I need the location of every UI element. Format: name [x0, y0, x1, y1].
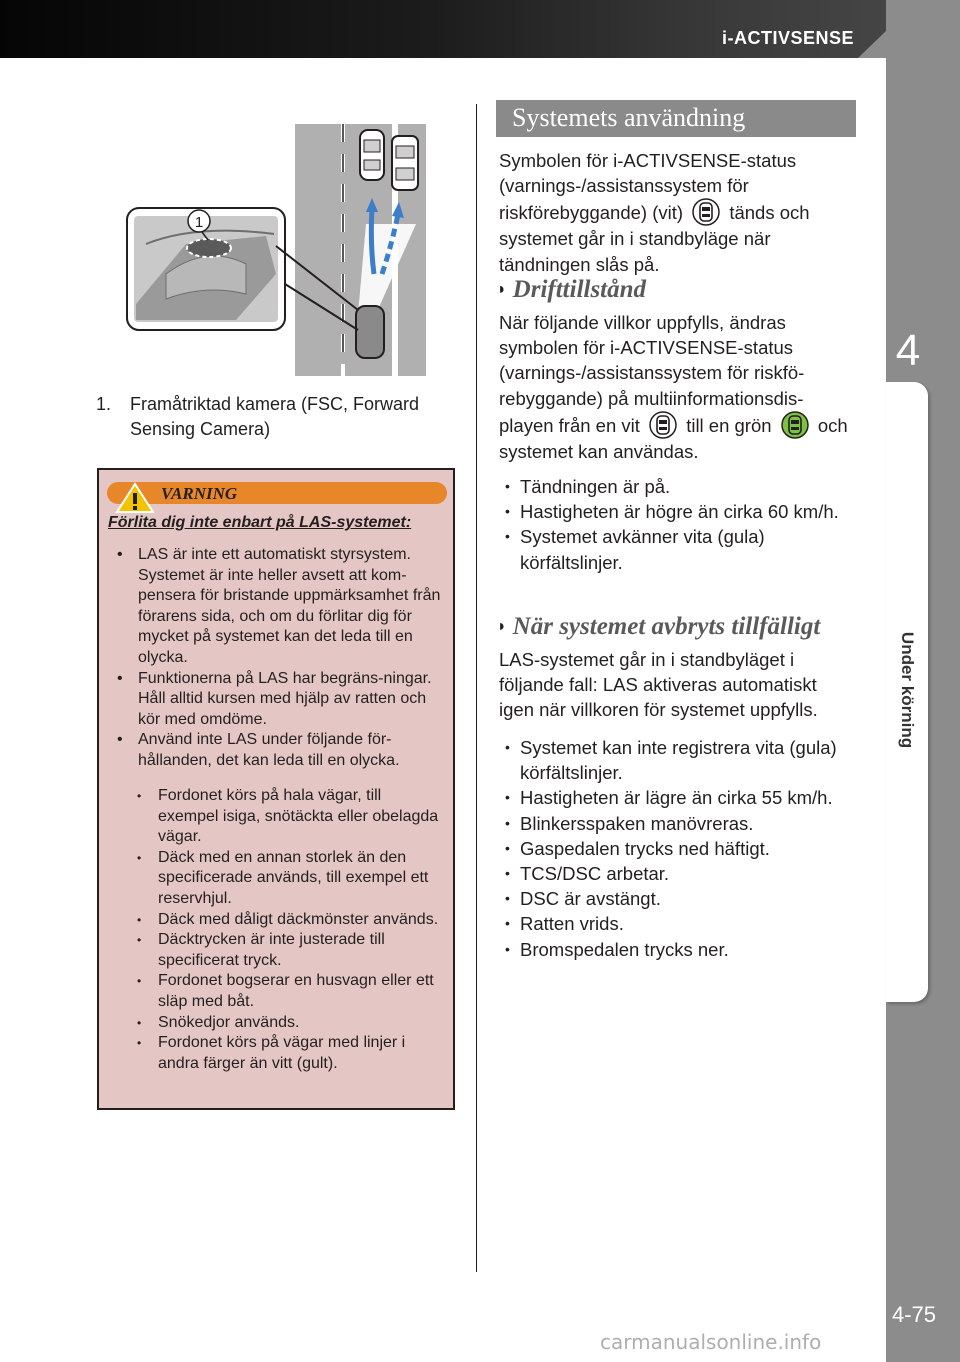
list-item: • Blinkersspaken manövreras. — [505, 811, 855, 836]
list-item: • Snökedjor används. — [131, 1013, 445, 1034]
heading-marker-icon: ◗ — [497, 281, 507, 298]
caption-number: 1. — [96, 394, 112, 414]
status-green-icon — [781, 411, 809, 439]
page-number: 4-75 — [892, 1302, 937, 1327]
drift-paragraph — [499, 310, 849, 464]
warning-subtitle: Förlita dig inte enbart på LAS-systemet: — [108, 514, 412, 531]
list-item: • Fordonet bogserar en husvagn eller ett släp med båt. — [131, 971, 445, 1012]
drift-text-a: När följande villkor uppfylls, ändras symbolen för i-ACTIVSENSE-status (varnings-/assistanssystem för riskfö-rebyggande) på multiinformationsdis-playen från en vit — [499, 312, 805, 436]
watermark: carmanualsonline.info — [600, 1330, 822, 1354]
warning-header — [107, 482, 447, 504]
column-divider — [476, 104, 477, 1272]
list-item: • DSC är avstängt. — [505, 886, 855, 911]
list-item: • Däcktrycken är inte justerade till specificerat tryck. — [131, 930, 445, 971]
list-item: • Fordonet körs på vägar med linjer i andra färger än vitt (gult). — [131, 1033, 445, 1074]
intro-text-a: Symbolen för i-ACTIVSENSE-status (varnings-/assistanssystem för riskförebyggande) (vit) — [499, 150, 797, 224]
list-item: • Hastigheten är högre än cirka 60 km/h. — [505, 499, 855, 524]
list-item: • LAS är inte ett automatiskt styrsystem. Systemet är inte heller avsett att kom-pensera för bristande uppmärksamhet från förarens sida, och om du förlitar dig för mycket på systemet kan det leda till en olycka. — [111, 545, 445, 669]
figure-callout: 1 — [194, 214, 204, 231]
warning-box — [97, 468, 455, 1110]
drift-text-c: och systemet kan användas. — [499, 414, 848, 462]
warning-triangle-icon — [115, 482, 155, 514]
section-heading — [496, 100, 856, 137]
paused-heading: ◗ När systemet avbryts tillfälligt — [497, 613, 821, 640]
status-white-icon — [649, 411, 677, 439]
list-item: • Tändningen är på. — [505, 474, 855, 499]
list-item: • Systemet avkänner vita (gula) körfältslinjer. — [505, 524, 855, 574]
list-item: • Ratten vrids. — [505, 911, 855, 936]
drift-conditions-list — [505, 474, 855, 575]
list-item: • Använd inte LAS under följande för-hållanden, det kan leda till en olycka. — [111, 730, 445, 771]
list-item: • Däck med en annan storlek än den specificerade används, till exempel ett reservhjul. — [131, 848, 445, 910]
caption-text: Framåtriktad kamera (FSC, Forward Sensing Camera) — [130, 394, 420, 439]
section-heading-text: Systemets användning — [512, 103, 746, 132]
warning-conditions-list — [131, 786, 445, 1074]
chapter-number: 4 — [895, 326, 921, 375]
figure-caption — [96, 392, 466, 442]
paused-conditions-list — [505, 735, 855, 962]
chapter-label: Under körning — [898, 631, 917, 749]
camera-illustration — [126, 124, 426, 376]
list-item: • Hastigheten är lägre än cirka 55 km/h. — [505, 785, 855, 810]
status-white-icon — [692, 198, 720, 226]
section-title-header: i-ACTIVSENSE — [721, 28, 854, 48]
intro-text-c: och systemet går in i standbyläge när tändningen slås på. — [499, 202, 810, 275]
list-item: • Bromspedalen trycks ner. — [505, 937, 855, 962]
heading-marker-icon: ◗ — [497, 618, 507, 635]
intro-text-b: tänds — [729, 202, 775, 224]
warning-list — [111, 545, 445, 772]
intro-paragraph — [499, 148, 849, 277]
list-item: • Funktionerna på LAS har begräns-ningar. Håll alltid kursen med hjälp av ratten och kör med omdöme. — [111, 669, 445, 731]
warning-label: VARNING — [161, 484, 238, 503]
list-item: • Gaspedalen trycks ned häftigt. — [505, 836, 855, 861]
drift-text-b: till en grön — [686, 414, 772, 436]
list-item: • Däck med dåligt däckmönster används. — [131, 910, 445, 931]
paused-paragraph: LAS-systemet går in i standbyläget i följande fall: LAS aktiveras automatiskt igen när villkoren för systemet uppfylls. — [499, 649, 818, 721]
list-item: • TCS/DSC arbetar. — [505, 861, 855, 886]
drift-heading: ◗ Drifttillstånd — [497, 276, 647, 303]
list-item: • Fordonet körs på hala vägar, till exempel isiga, snötäckta eller obelagda vägar. — [131, 786, 445, 848]
list-item: • Systemet kan inte registrera vita (gula) körfältslinjer. — [505, 735, 855, 785]
